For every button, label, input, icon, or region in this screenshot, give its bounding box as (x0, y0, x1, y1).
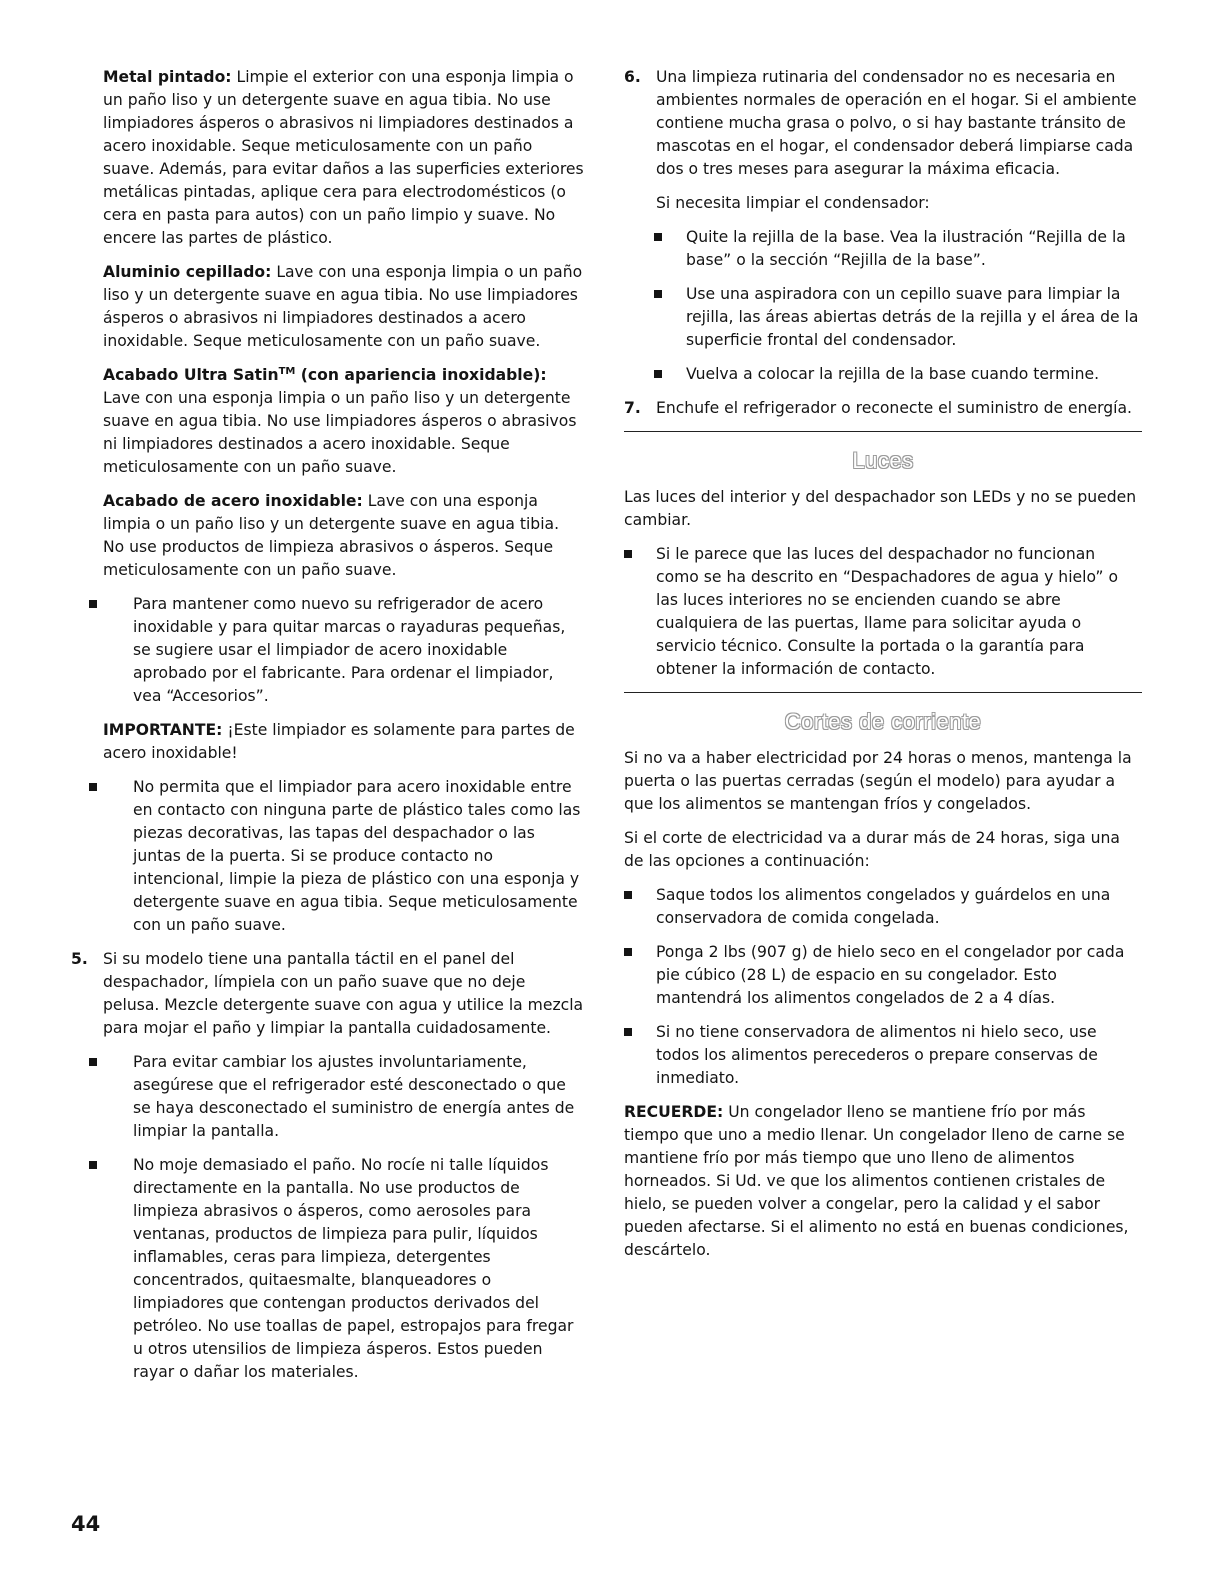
bullet-text: Use una aspiradora con un cepillo suave para limpiar la rejilla, las áreas abiertas detrás de la rejilla y el área de la superficie frontal del condensador. (686, 285, 1139, 349)
stainless-heading: Acabado de acero inoxidable: (103, 492, 363, 510)
bullet-square-icon (89, 1161, 97, 1169)
left-column (71, 66, 585, 1395)
bullet-square-icon (654, 370, 662, 378)
step-5 (71, 948, 585, 1040)
section-divider (624, 431, 1142, 432)
painted-metal-heading: Metal pintado: (103, 68, 232, 86)
recuerde-heading: RECUERDE: (624, 1103, 724, 1121)
ultra-satin-heading (103, 366, 547, 384)
list-item (624, 884, 1142, 930)
painted-metal-paragraph (71, 66, 585, 250)
step-number: 5. (71, 950, 88, 968)
bullet-text: No moje demasiado el paño. No rocíe ni talle líquidos directamente en la pantalla. No use productos de limpieza abrasivos o ásperos, como aerosoles para ventanas, productos de limpieza para pulir, líquidos inflamables, ceras para limpieza, detergentes concentrados, quitaesmalte, blanqueadores o limpiadores que contengan productos derivados del petróleo. No use toallas de papel, estropajos para fregar u otros utensilios de limpieza ásperos. Estos pueden rayar o dañar los materiales. (133, 1156, 574, 1381)
painted-metal-text: Limpie el exterior con una esponja limpia o un paño liso y un detergente suave en agua tibia. No use limpiadores ásperos o abrasivos ni limpiadores destinados a acero inoxidable. Seque meticulosamente con un paño suave. Además, para evitar daños a las superficies exteriores metálicas pintadas, aplique cera para electrodomésticos (o cera en pasta para autos) con un paño limpio y suave. No encere las partes de plástico. (103, 68, 584, 247)
important-text: ¡Este limpiador es solamente para partes de acero inoxidable! (103, 721, 575, 762)
stainless-paragraph (71, 490, 585, 582)
bullet-square-icon (89, 600, 97, 608)
ultra-satin-heading-a: Acabado Ultra Satin (103, 366, 279, 384)
recuerde-text: Un congelador lleno se mantiene frío por más tiempo que uno a medio llenar. Un congelador lleno de carne se mantiene frío por más tiempo que uno lleno de alimentos horneados. Si Ud. ve que los alimentos contienen cristales de hielo, se pueden volver a congelar, pero la calidad y el sabor pueden afectarse. Si el alimento no está en buenas condiciones, descártelo. (624, 1103, 1129, 1259)
bullet-text: Saque todos los alimentos congelados y guárdelos en una conservadora de comida congelada. (656, 886, 1111, 927)
bullet-square-icon (89, 1058, 97, 1066)
cortes-heading: Cortes de corriente (784, 709, 982, 734)
cortes-paragraph-1: Si no va a haber electricidad por 24 horas o menos, mantenga la puerta o las puertas cerradas (según el modelo) para ayudar a que los alimentos se mantengan fríos y congelados. (624, 749, 1132, 813)
list-item (624, 1021, 1142, 1090)
important-paragraph (71, 719, 585, 765)
ultra-satin-text: Lave con una esponja limpia o un paño liso y un detergente suave en agua tibia. No use limpiadores ásperos o abrasivos ni limpiadores destinados a acero inoxidable. Seque meticulosamente con un paño suave. (103, 389, 577, 476)
list-item (71, 776, 585, 937)
list-item (624, 543, 1142, 681)
bullet-square-icon (624, 891, 632, 899)
bullet-text: Si le parece que las luces del despachador no funcionan como se ha descrito en “Despachadores de agua y hielo” o las luces interiores no se encienden cuando se abre cualquiera de las puertas, llame para solicitar ayuda o servicio técnico. Consulte la portada o la garantía para obtener la información de contacto. (656, 545, 1119, 678)
stainless-text: Lave con una esponja limpia o un paño liso y un detergente suave en agua tibia. No use productos de limpieza abrasivos o ásperos. Seque meticulosamente con un paño suave. (103, 492, 560, 579)
important-heading: IMPORTANTE: (103, 721, 223, 739)
recuerde-paragraph (624, 1101, 1142, 1262)
cortes-paragraph-2: Si el corte de electricidad va a durar más de 24 horas, siga una de las opciones a continuación: (624, 829, 1120, 870)
bullet-square-icon (89, 783, 97, 791)
bullet-square-icon (624, 1028, 632, 1036)
step-7 (624, 397, 1142, 420)
list-item (624, 941, 1142, 1010)
bullet-text: Para mantener como nuevo su refrigerador de acero inoxidable y para quitar marcas o rayaduras pequeñas, se sugiere usar el limpiador de acero inoxidable aprobado por el fabricante. Para ordenar el limpiador, vea “Accesorios”. (133, 595, 566, 705)
list-item (624, 226, 1142, 272)
condenser-intro: Si necesita limpiar el condensador: (656, 194, 930, 212)
step-text: Enchufe el refrigerador o reconecte el suministro de energía. (656, 399, 1132, 417)
step-number: 7. (624, 399, 641, 417)
list-item (71, 593, 585, 708)
luces-heading: Luces (852, 448, 914, 473)
bullet-square-icon (624, 948, 632, 956)
bullet-text: Quite la rejilla de la base. Vea la ilustración “Rejilla de la base” o la sección “Rejilla de la base”. (686, 228, 1126, 269)
step-text: Una limpieza rutinaria del condensador no es necesaria en ambientes normales de operación en el hogar. Si el ambiente contiene mucha grasa o polvo, o si hay bastante tránsito de mascotas en el hogar, el condensador deberá limpiarse cada dos o tres meses para asegurar la máxima eficacia. (656, 68, 1137, 178)
list-item (71, 1051, 585, 1143)
bullet-square-icon (654, 290, 662, 298)
brushed-aluminum-heading: Aluminio cepillado: (103, 263, 272, 281)
ultra-satin-paragraph (71, 364, 585, 479)
step-6 (624, 66, 1142, 181)
right-column (624, 66, 1142, 1273)
trademark-mark: TM (278, 365, 296, 377)
page-number: 44 (71, 1512, 101, 1536)
section-divider (624, 692, 1142, 693)
list-item (624, 283, 1142, 352)
list-item (71, 1154, 585, 1384)
bullet-square-icon (654, 233, 662, 241)
brushed-aluminum-paragraph (71, 261, 585, 353)
bullet-square-icon (624, 550, 632, 558)
bullet-text: Ponga 2 lbs (907 g) de hielo seco en el congelador por cada pie cúbico (28 L) de espacio en su congelador. Esto mantendrá los alimentos congelados de 2 a 4 días. (656, 943, 1125, 1007)
list-item (624, 363, 1142, 386)
luces-paragraph: Las luces del interior y del despachador son LEDs y no se pueden cambiar. (624, 488, 1137, 529)
bullet-text: Vuelva a colocar la rejilla de la base cuando termine. (686, 365, 1100, 383)
step-number: 6. (624, 68, 641, 86)
step-text: Si su modelo tiene una pantalla táctil en el panel del despachador, límpiela con un paño suave que no deje pelusa. Mezcle detergente suave con agua y utilice la mezcla para mojar el paño y limpiar la pantalla cuidadosamente. (103, 950, 584, 1037)
bullet-text: Para evitar cambiar los ajustes involuntariamente, asegúrese que el refrigerador esté desconectado o que se haya desconectado el suministro de energía antes de limpiar la pantalla. (133, 1053, 575, 1140)
brushed-aluminum-text: Lave con una esponja limpia o un paño liso y un detergente suave en agua tibia. No use limpiadores ásperos o abrasivos ni limpiadores destinados a acero inoxidable. Seque meticulosamente con un paño suave. (103, 263, 583, 350)
bullet-text: No permita que el limpiador para acero inoxidable entre en contacto con ninguna parte de plástico tales como las piezas decorativas, las tapas del despachador o las juntas de la puerta. Si se produce contacto no intencional, limpie la pieza de plástico con una esponja y detergente suave en agua tibia. Seque meticulosamente con un paño suave. (133, 778, 581, 934)
ultra-satin-heading-b: (con apariencia inoxidable): (295, 366, 547, 384)
bullet-text: Si no tiene conservadora de alimentos ni hielo seco, use todos los alimentos perecederos o prepare conservas de inmediato. (656, 1023, 1098, 1087)
